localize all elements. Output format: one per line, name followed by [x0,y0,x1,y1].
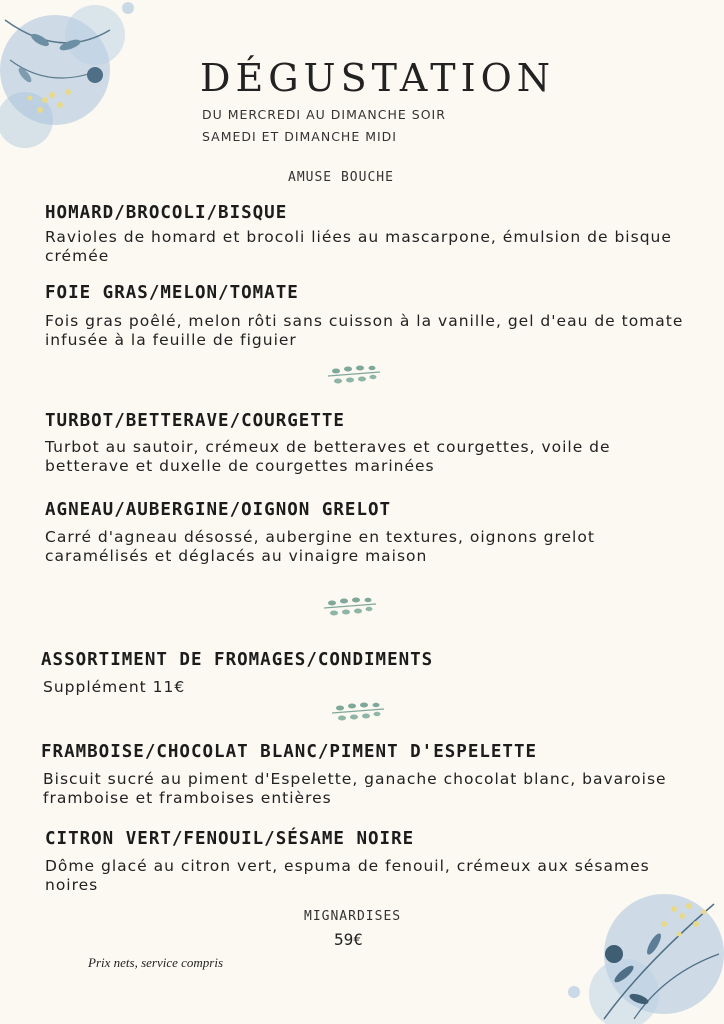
mignardises-label: MIGNARDISES [304,909,402,924]
dish-description: Carré d'agneau désossé, aubergine en textures, oignons grelot caramélisés et déglacés au vinaigre maison [45,528,595,565]
dish-description: Fois gras poêlé, melon rôti sans cuisson à la vanille, gel d'eau de tomate infusée à la feuille de figuier [45,312,684,349]
dish-title: HOMARD/BROCOLI/BISQUE [45,203,288,223]
amuse-bouche-label: AMUSE BOUCHE [288,170,394,185]
floral-decoration-top-left [0,0,150,150]
price-note: Prix nets, service compris [88,955,224,970]
schedule-line-middays: SAMEDI ET DIMANCHE MIDI [202,129,397,144]
menu-price: 59€ [334,930,363,949]
dish-title: FOIE GRAS/MELON/TOMATE [45,283,299,303]
schedule-line-evenings: DU MERCREDI AU DIMANCHE SOIR [202,107,446,122]
leaf-sprig-divider [330,697,386,727]
cheese-supplement: Supplément 11€ [43,678,186,696]
dish-description: Biscuit sucré au piment d'Espelette, ganache chocolat blanc, bavaroise framboise et framboises entières [43,770,667,807]
dish-description: Ravioles de homard et brocoli liées au mascarpone, émulsion de bisque crémée [45,228,672,265]
dish-title: ASSORTIMENT DE FROMAGES/CONDIMENTS [41,650,434,670]
dish-title: AGNEAU/AUBERGINE/OIGNON GRELOT [45,500,392,520]
leaf-sprig-divider [322,592,378,622]
floral-decoration-bottom-right [564,884,724,1024]
dish-title: TURBOT/BETTERAVE/COURGETTE [45,411,345,431]
leaf-sprig-divider [326,360,382,390]
dish-title: FRAMBOISE/CHOCOLAT BLANC/PIMENT D'ESPELETTE [41,742,538,762]
menu-title: DÉGUSTATION [200,56,556,100]
dish-description: Turbot au sautoir, crémeux de betteraves et courgettes, voile de betterave et duxelle de courgettes marinées [45,438,611,475]
dish-title: CITRON VERT/FENOUIL/SÉSAME NOIRE [45,829,415,849]
dish-description: Dôme glacé au citron vert, espuma de fenouil, crémeux aux sésames noires [45,857,650,894]
